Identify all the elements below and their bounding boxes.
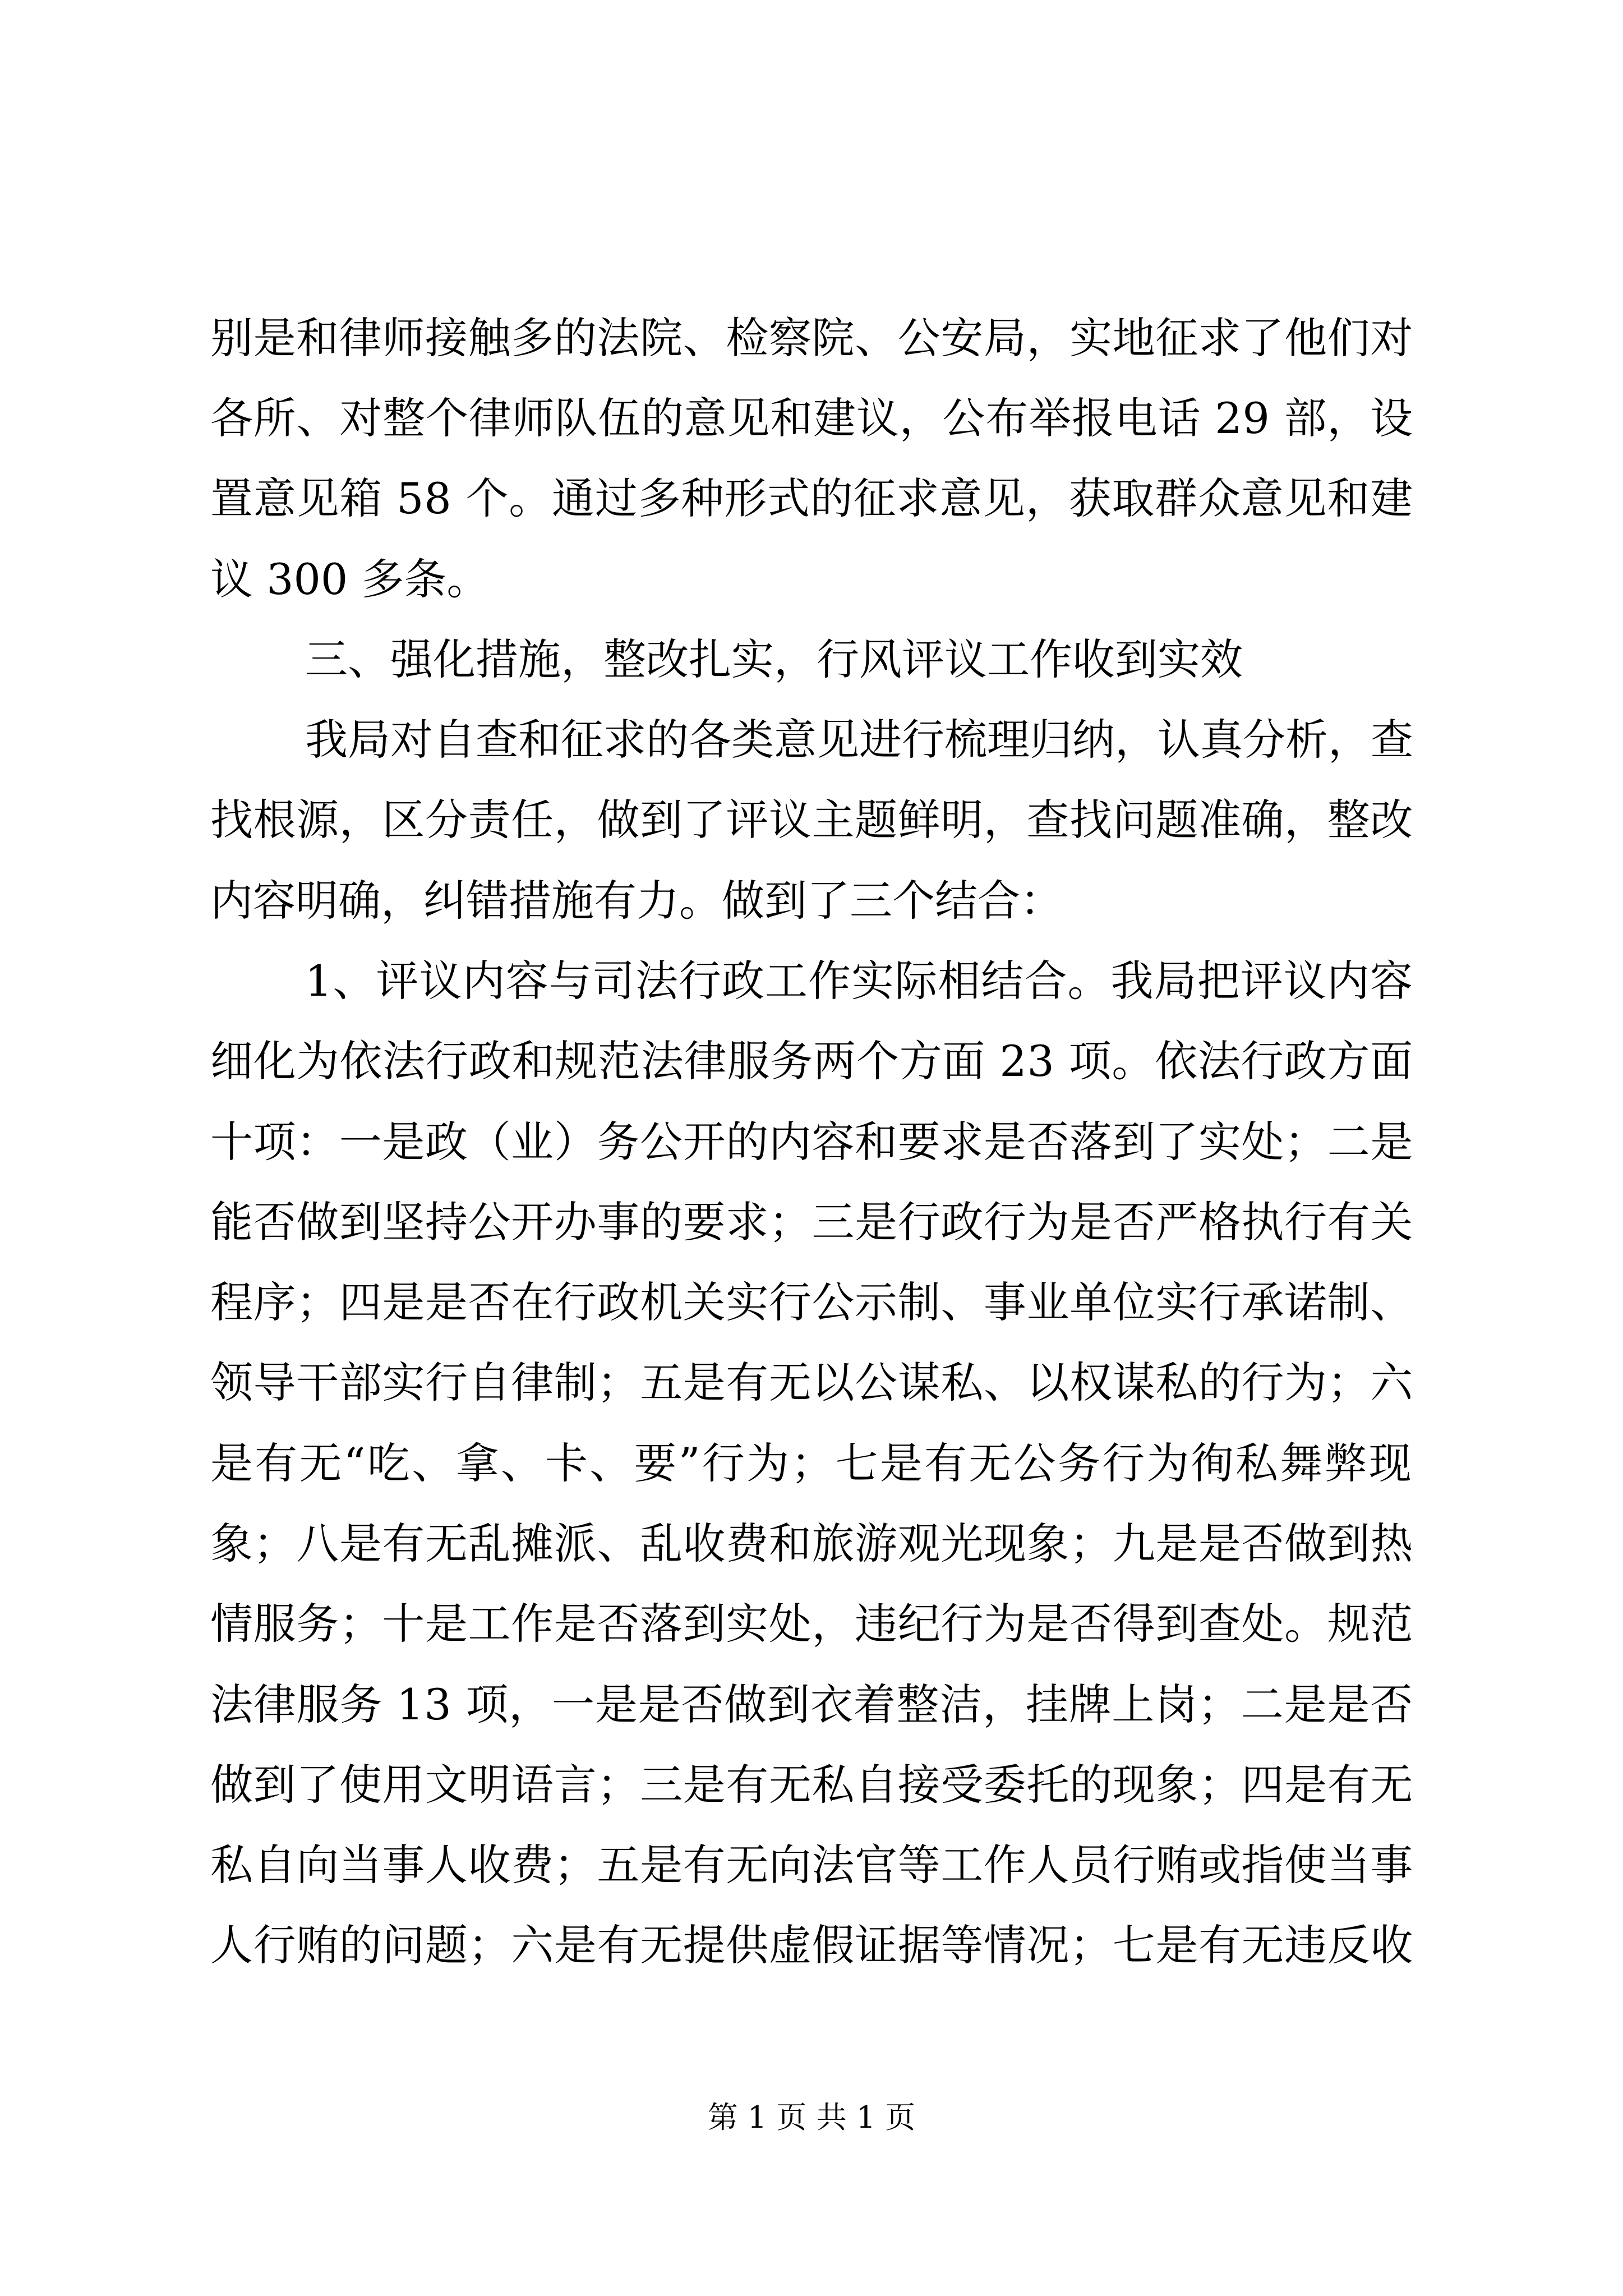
text-line: 能否做到坚持公开办事的要求；三是行政行为是否严格执行有关	[210, 1197, 1413, 1247]
text-line: 内容明确，纠错措施有力。做到了三个结合：	[210, 876, 1063, 926]
text-line: 细化为依法行政和规范法律服务两个方面 23 项。依法行政方面	[210, 1036, 1413, 1086]
text-line: 置意见箱 58 个。通过多种形式的征求意见，获取群众意见和建	[210, 473, 1413, 523]
text-line: 是有无“吃、拿、卡、要”行为；七是有无公务行为徇私舞弊现	[210, 1438, 1413, 1488]
paragraph-start: 我局对自查和征求的各类意见进行梳理归纳，认真分析，查	[305, 715, 1413, 765]
text-line: 议 300 多条。	[210, 554, 490, 604]
text-line: 情服务；十是工作是否落到实处，违纪行为是否得到查处。规范	[210, 1599, 1413, 1649]
text-line: 各所、对整个律师队伍的意见和建议，公布举报电话 29 部，设	[210, 393, 1413, 443]
text-line: 人行贿的问题；六是有无提供虚假证据等情况；七是有无违反收	[210, 1920, 1413, 1970]
text-line: 程序；四是是否在行政机关实行公示制、事业单位实行承诺制、	[210, 1277, 1413, 1327]
text-line: 法律服务 13 项，一是是否做到衣着整洁，挂牌上岗；二是是否	[210, 1680, 1413, 1729]
text-line: 找根源，区分责任，做到了评议主题鲜明，查找问题准确，整改	[210, 795, 1413, 845]
text-line: 十项：一是政（业）务公开的内容和要求是否落到了实处；二是	[210, 1117, 1413, 1167]
text-line: 私自向当事人收费；五是有无向法官等工作人员行贿或指使当事	[210, 1840, 1413, 1890]
text-line: 象；八是有无乱摊派、乱收费和旅游观光现象；九是是否做到热	[210, 1519, 1413, 1568]
paragraph-start: 1、评议内容与司法行政工作实际相结合。我局把评议内容	[305, 956, 1413, 1006]
section-heading: 三、强化措施，整改扎实，行风评议工作收到实效	[305, 634, 1243, 684]
text-line: 做到了使用文明语言；三是有无私自接受委托的现象；四是有无	[210, 1760, 1413, 1810]
page-footer: 第 1 页 共 1 页	[707, 2100, 916, 2135]
text-line: 别是和律师接触多的法院、检察院、公安局，实地征求了他们对	[210, 313, 1413, 363]
text-line: 领导干部实行自律制；五是有无以公谋私、以权谋私的行为；六	[210, 1358, 1413, 1407]
